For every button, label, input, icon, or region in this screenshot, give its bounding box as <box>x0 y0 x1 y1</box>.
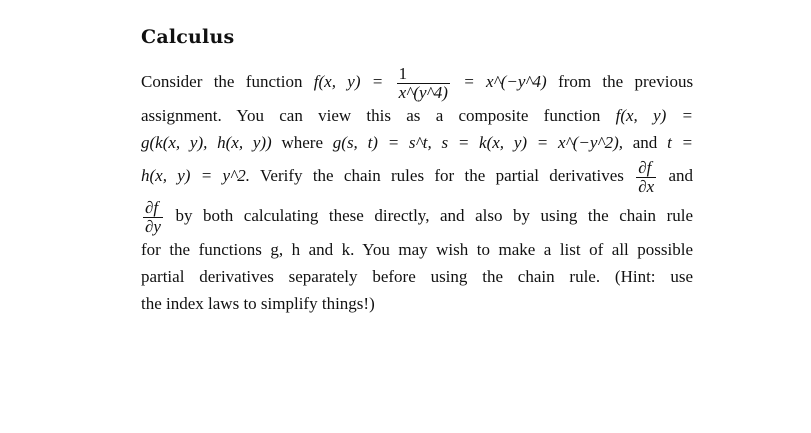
line-4-text-b: Verify the chain rules for the partial derivatives <box>260 166 624 185</box>
text-line-1 <box>141 62 693 102</box>
fraction-numerator: 1 <box>397 65 450 84</box>
line-1-math-b: f(x, y) = <box>313 72 384 91</box>
section-title: Calculus <box>141 26 235 48</box>
line-7-text-a: partial derivatives separately before using the chain rule. (Hint: use <box>141 267 693 286</box>
fraction-numerator: ∂f <box>636 159 656 178</box>
line-1-math-c: = x^(−y^4) <box>463 72 547 91</box>
fraction-df-dy <box>143 199 163 236</box>
line-1-text-d: from the previous <box>558 72 694 91</box>
text-line-6 <box>141 236 693 263</box>
line-4-math-a: h(x, y) = y^2. <box>141 166 251 185</box>
fraction-numerator: ∂f <box>143 199 163 218</box>
line-3-text-d: and <box>632 133 658 152</box>
fraction-denominator: x^(y^4) <box>398 82 448 102</box>
fraction-denominator: ∂x <box>638 176 655 196</box>
line-3-math-c: g(s, t) = s^t, s = k(x, y) = x^(−y^2), <box>332 133 623 152</box>
fraction-df-dx <box>636 159 656 196</box>
text-line-3 <box>141 129 693 156</box>
line-3-text-b: where <box>281 133 324 152</box>
line-1-text-a: Consider the function <box>141 72 303 91</box>
problem-text <box>141 62 693 317</box>
text-line-2 <box>141 102 693 129</box>
line-3-math-a: g(k(x, y), h(x, y)) <box>141 133 272 152</box>
line-8-text-a: the index laws to simplify things!) <box>141 294 375 313</box>
line-4-text-c: and <box>668 166 693 185</box>
text-line-4 <box>141 156 693 196</box>
line-2-text-a: assignment. You can view this as a composite function <box>141 106 601 125</box>
line-2-math-b: f(x, y) = <box>615 106 694 125</box>
fraction-one-over-x-power <box>397 65 450 102</box>
line-5-text-a: by both calculating these directly, and also by using the chain rule <box>175 206 694 225</box>
text-line-5 <box>141 196 693 236</box>
text-line-7 <box>141 263 693 290</box>
fraction-denominator: ∂y <box>145 216 161 236</box>
line-6-text-a: for the functions g, h and k. You may wish to make a list of all possible <box>141 240 693 259</box>
text-line-8 <box>141 290 693 317</box>
line-3-math-e: t = <box>667 133 694 152</box>
